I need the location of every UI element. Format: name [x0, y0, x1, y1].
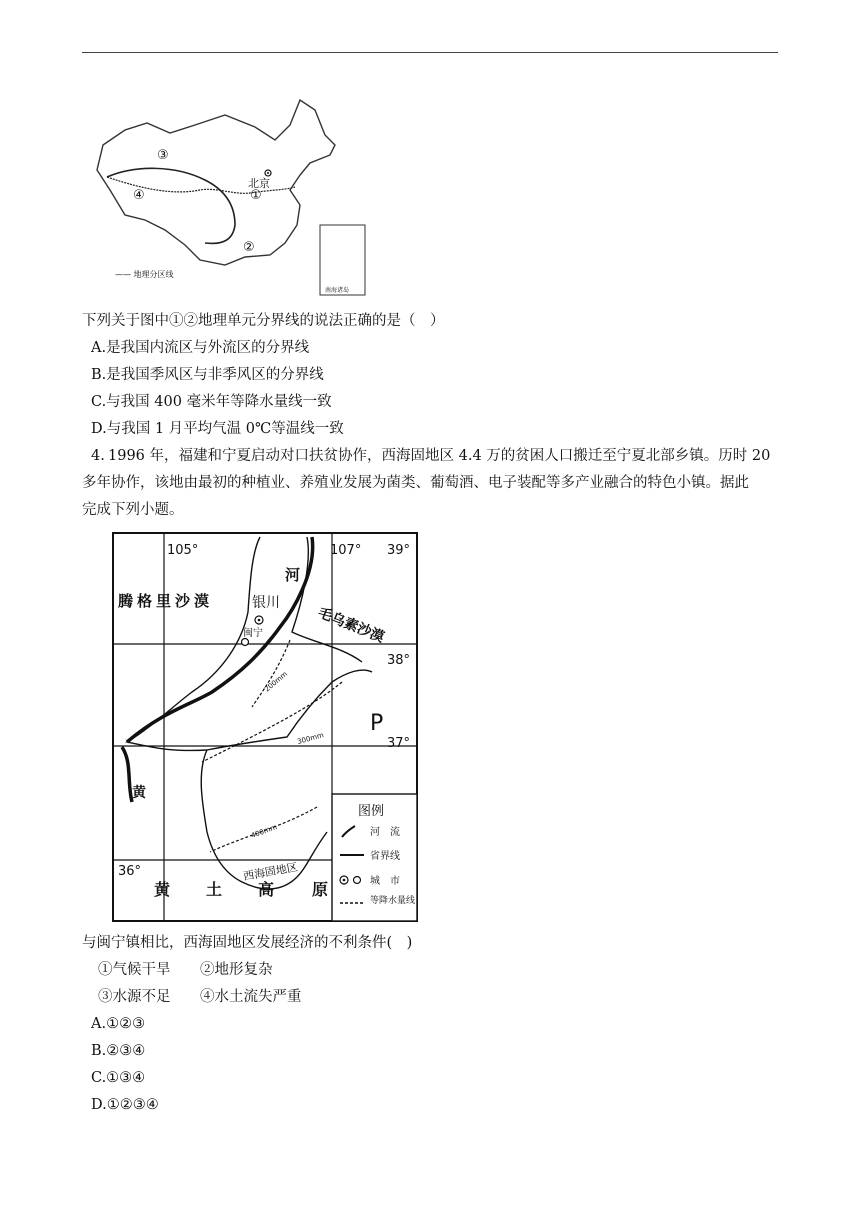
- header-rule: [82, 52, 778, 53]
- ningxia-map-figure: [112, 532, 418, 922]
- south-sea-inset: [320, 225, 365, 295]
- lat-39: 39°: [387, 543, 411, 558]
- q3-stem: 下列关于图中①②地理单元分界线的说法正确的是（ ）: [82, 313, 445, 329]
- condition-1: ①气候干旱: [98, 962, 171, 978]
- plateau-char-1: 黄: [154, 880, 171, 899]
- plateau-char-3: 高: [258, 880, 275, 899]
- iso-200-label: 200mm: [263, 670, 289, 694]
- legend-river: 河 流: [370, 827, 400, 838]
- iso-400-label: 400mm: [249, 823, 279, 840]
- yinchuan-label: 银川: [252, 595, 280, 611]
- iso-300-label: 300mm: [296, 731, 325, 746]
- plateau-char-4: 原: [312, 880, 329, 899]
- legend-city: 城 市: [370, 876, 400, 887]
- map2-legend: [332, 794, 417, 921]
- region-1-label: ①: [250, 188, 262, 203]
- legend-iso: 等降水量线: [370, 896, 416, 906]
- map1-legend: —— 地理分区线: [115, 270, 174, 279]
- lat-37: 37°: [387, 736, 411, 751]
- region-2-label: ②: [243, 240, 255, 255]
- minning-label: 闽宁: [243, 628, 263, 639]
- q4-option-b[interactable]: B.②③④: [91, 1043, 146, 1059]
- q4-stem: 与闽宁镇相比，西海固地区发展经济的不利条件( ): [82, 935, 413, 951]
- plateau-char-2: 土: [206, 880, 223, 899]
- division-line: [107, 168, 235, 243]
- q3-option-c[interactable]: C.与我国 400 毫米年等降水量线一致: [91, 394, 332, 410]
- condition-4: ④水土流失严重: [200, 989, 302, 1005]
- lon-107: 107°: [330, 543, 362, 558]
- legend-title: 图例: [358, 804, 385, 819]
- q4-intro-line-2: 多年协作，该地由最初的种植业、养殖业发展为菌类、葡萄酒、电子装配等多产业融合的特色小镇。据此: [82, 475, 749, 491]
- lon-105: 105°: [167, 543, 199, 558]
- condition-3: ③水源不足: [98, 989, 171, 1005]
- inset-label: 南海诸岛: [325, 287, 350, 294]
- region-4-label: ④: [133, 188, 145, 203]
- q3-option-a[interactable]: A.是我国内流区与外流区的分界线: [91, 340, 310, 356]
- q4-option-d[interactable]: D.①②③④: [91, 1097, 159, 1113]
- q4-option-a[interactable]: A.①②③: [91, 1016, 146, 1032]
- minning-marker: [242, 639, 249, 646]
- legend-border: 省界线: [370, 851, 400, 862]
- q4-intro-line-1: 1996 年，福建和宁夏启动对口扶贫协作，西海固地区 4.4 万的贫困人口搬迁至宁夏北部乡镇。历时 20: [108, 448, 771, 464]
- condition-2: ②地形复杂: [200, 962, 273, 978]
- region-3-label: ③: [157, 148, 169, 163]
- xihaigu-label: 西海固地区: [242, 860, 299, 883]
- river-he-label: 河: [285, 566, 301, 584]
- beijing-label: 北京: [248, 177, 270, 190]
- lat-38: 38°: [387, 653, 411, 668]
- lat-36: 36°: [118, 864, 142, 879]
- tengger-desert-label: 腾格里沙漠: [118, 592, 214, 610]
- china-outline: [97, 100, 335, 265]
- q4-intro-line-3: 完成下列小题。: [82, 502, 184, 518]
- china-map-figure: [85, 95, 385, 300]
- q3-option-b[interactable]: B.是我国季风区与非季风区的分界线: [91, 367, 324, 383]
- q4-option-c[interactable]: C.①③④: [91, 1070, 146, 1086]
- region-p-label: P: [370, 711, 384, 736]
- mu-us-desert-label: 毛乌素沙漠: [315, 604, 387, 646]
- q4-number: 4.: [91, 448, 105, 464]
- river-huang-label: 黄: [132, 785, 146, 801]
- q3-option-d[interactable]: D.与我国 1 月平均气温 0℃等温线一致: [91, 421, 344, 437]
